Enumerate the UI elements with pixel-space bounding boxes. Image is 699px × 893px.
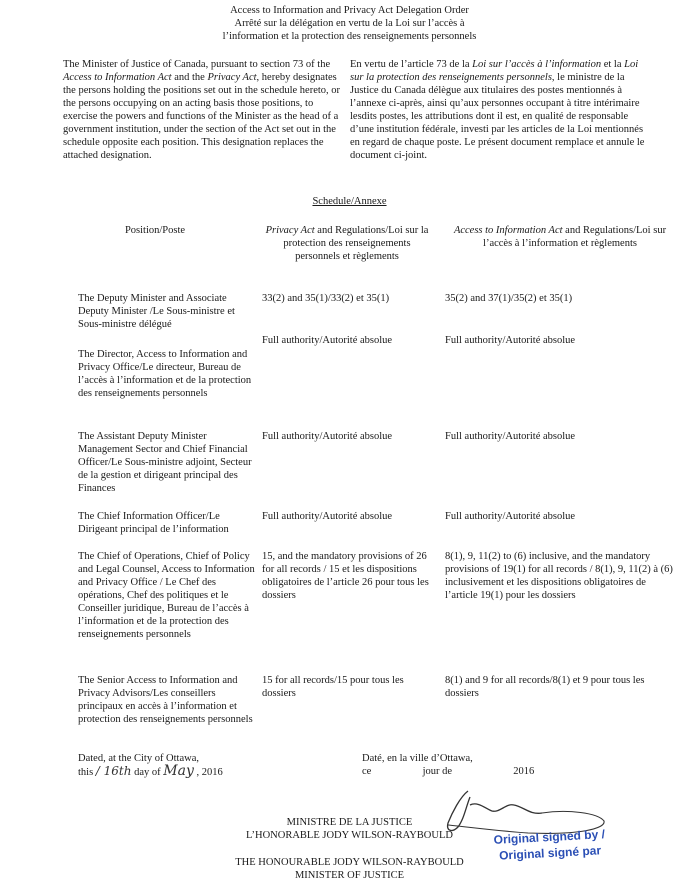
dated-en-this: this (78, 767, 94, 778)
intro-fr-pa: Loi sur la protection des renseignements personnels (350, 59, 639, 83)
handwritten-month: May (163, 763, 194, 779)
column-header-ati (440, 224, 680, 250)
intro-fr-text: En vertu de l’article 73 de la (350, 59, 473, 70)
row-position: The Senior Access to Information and Privacy Advisors/Les conseillers principaux en accès à l’information et protection des renseignements personnels (78, 675, 253, 725)
row-ati: Full authority/Autorité absolue (445, 335, 576, 346)
dated-fr-date (362, 765, 622, 778)
row-ati: 8(1) and 9 for all records/8(1) et 9 pour tous les dossiers (445, 675, 645, 699)
stamp-line-1: Original signed by / (493, 827, 606, 847)
column-header-ati-rest: and Regulations/Loi sur l’accès à l’information et règlements (483, 225, 667, 249)
column-header-privacy-act: Privacy Act (265, 225, 315, 236)
dated-fr-year: 2016 (513, 766, 535, 777)
intro-french (350, 58, 650, 162)
row-privacy: 15 for all records/15 pour tous les dossiers (262, 675, 404, 699)
row-privacy: 15, and the mandatory provisions of 26 for all records / 15 et les dispositions obligatoires de l’article 26 pour tous les dossiers (262, 551, 429, 601)
column-header-position: Position/Poste (124, 225, 186, 236)
signature-fr-title: MINISTRE DE LA JUSTICE (286, 817, 413, 828)
dated-english (78, 752, 318, 779)
intro-en-text: , hereby designates the persons holding the positions set out in the schedule hereto, or the persons occupying on an acting basis those positions, to exercise the powers and functions of the Minister as the head of a government institution, under the section of the Act set out in the schedule opposite each position. This designation replaces the attached designation. (63, 72, 341, 161)
row-position: The Deputy Minister and Associate Deputy Minister /Le Sous-ministre et Sous-ministre délégué (78, 293, 235, 330)
row-ati: Full authority/Autorité absolue (445, 511, 576, 522)
column-header-privacy (262, 224, 432, 263)
dated-fr-ce: ce (362, 766, 372, 777)
row-privacy: Full authority/Autorité absolue (262, 335, 393, 346)
row-privacy: 33(2) and 35(1)/33(2) et 35(1) (262, 293, 390, 304)
intro-en-ati: Access to Information Act (63, 72, 172, 83)
row-position: The Assistant Deputy Minister Management Sector and Chief Financial Officer/Le Sous-ministre adjoint, Secteur de la gestion et dirigeant principal des Finances (78, 431, 252, 494)
intro-en-pa: Privacy Act (207, 72, 257, 83)
dated-en-year: , 2016 (196, 767, 223, 778)
dated-en-line: Dated, at the City of Ottawa, (78, 753, 200, 764)
row-position: The Chief Information Officer/Le Dirigeant principal de l’information (78, 511, 229, 535)
row-ati: 8(1), 9, 11(2) to (6) inclusive, and the mandatory provisions of 19(1) for all records / 8(1), 9, 11(2) à (6) inclusivement et les dispositions obligatoires de l’article 19(1) pour les dossiers (445, 551, 673, 601)
intro-fr-ati: Loi sur l’accès à l’information (472, 59, 602, 70)
row-privacy: Full authority/Autorité absolue (262, 431, 393, 442)
row-ati: Full authority/Autorité absolue (445, 431, 576, 442)
title-line-1: Access to Information and Privacy Act Delegation Order (230, 5, 469, 16)
dated-french (362, 752, 622, 778)
row-ati: 35(2) and 37(1)/35(2) et 35(1) (445, 293, 573, 304)
dated-fr-line: Daté, en la ville d’Ottawa, (362, 753, 473, 764)
intro-en-text: and the (171, 72, 208, 83)
intro-english (63, 58, 345, 162)
dated-en-date (78, 765, 318, 779)
signature-fr-name: L’HONORABLE JODY WILSON-RAYBOULD (246, 830, 453, 841)
signature-en-name: THE HONOURABLE JODY WILSON-RAYBOULD (235, 857, 464, 868)
dated-en-dayof: day of (134, 767, 161, 778)
title-line-3: l’information et la protection des renseignements personnels (222, 31, 477, 42)
row-position: The Chief of Operations, Chief of Policy and Legal Counsel, Access to Information and Privacy Office / Le Chef des opérations, Chef des politiques et le Conseiller juridique, Bureau de l’accès à l’information et de la protection des renseignements personnels (78, 551, 255, 640)
row-position: The Director, Access to Information and Privacy Office/Le directeur, Bureau de l’accès à l’information et de la protection des renseignements personnels (78, 349, 252, 399)
schedule-heading: Schedule/Annexe (312, 196, 387, 207)
dated-fr-jour: jour de (422, 766, 453, 777)
signature-en-title: MINISTER OF JUSTICE (294, 870, 405, 881)
intro-fr-text: , le ministre de la Justice du Canada délègue aux titulaires des postes mentionnés à l’annexe ci-après, ainsi qu’aux personnes occupant à titre intérimaire lesdits postes, les attributions dont il est, en qualité de responsable d’une institution fédérale, investi par les articles de la Loi mentionnés en regard de chaque poste. Le présent document remplace et annule le document ci-joint. (350, 72, 645, 161)
column-header-ati-act: Access to Information Act (453, 225, 563, 236)
row-privacy: Full authority/Autorité absolue (262, 511, 393, 522)
intro-en-text: The Minister of Justice of Canada, pursuant to section 73 of the (63, 59, 331, 70)
stamp-line-2: Original signé par (498, 843, 602, 863)
intro-fr-text: et la (601, 59, 625, 70)
signature-block-bottom (0, 856, 699, 882)
handwritten-day: / 16th (95, 764, 132, 778)
document-title (0, 4, 699, 43)
title-line-2: Arrêté sur la délégation en vertu de la Loi sur l’accès à (234, 18, 465, 29)
column-header-privacy-rest: and Regulations/Loi sur la protection des renseignements personnels et règlements (283, 225, 429, 262)
